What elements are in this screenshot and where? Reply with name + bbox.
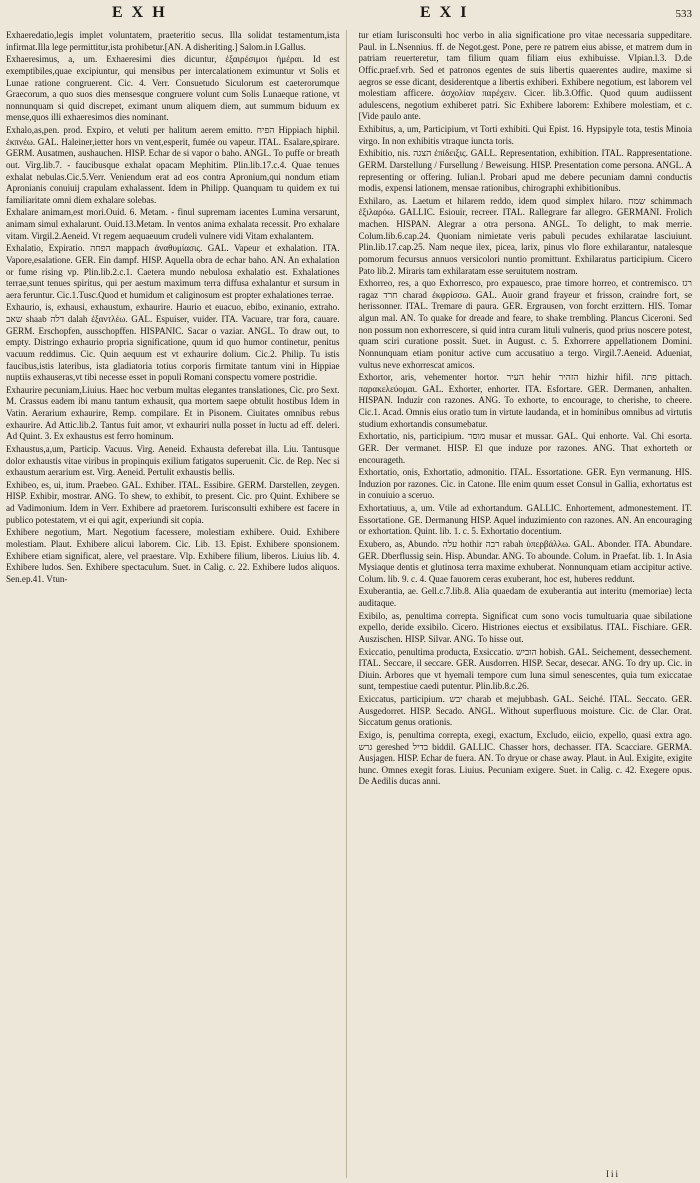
dictionary-entry: Exhaustus,a,um, Particip. Vacuus. Virg. Aeneid. Exhausta deferebat illa. Liu. Tantusque dolor exhaustis vitae viribus in propinquis exilium fatigatos superuenit. Cic. de Rep. Nec si exhaustum aerarium est. Virg. Aeneid. Pertulit exhaustis bellis. — [6, 443, 340, 478]
right-column — [359, 30, 693, 1178]
dictionary-entry: Exhortatio, onis, Exhortatio, admonitio. ITAL. Essortatione. GER. Eyn vermanung. HIS. Induzion por razones. Cic. in Catone. Ille enim quum esset Consul in Gallia, exhortatus est in conuiuio a sceruo. — [358, 467, 692, 501]
dictionary-entry: Exiccatus, participium. יבש charab et mejubbash. GAL. Seiché. ITAL. Seccato. GER. Ausgedorret. HISP. Secado. ANGL. Without superfluous moisture. Cic. de Clar. Orat. Siccatum genus orationis. — [358, 694, 692, 728]
text-columns — [6, 30, 692, 1178]
signature-mark: Iii — [606, 1169, 620, 1179]
dictionary-entry: Exiccatio, penultima producta, Exsiccatio. הוביש hobish. GAL. Seichement, dessechement. ITAL. Seccare, il seccare. GER. Ausdorren. HISP. Secar, desecar. ANG. To dry up. Cic. in Diuin. Arbores que vt hyemali tempore cum luna simul senescentes, quia tum exiccatae sunt, tempestiue caedi putentur. Plin.lib.8.c.26. — [358, 646, 692, 692]
dictionary-entry: Exhorreo, res, a quo Exhorresco, pro expauesco, prae timore horreo, et contremisco. רגז ragaz חרד charad ἐκφρίσσω. GAL. Auoir grand frayeur et frisson, craindre fort, se herissonner. ITAL. Tremare di paura. GER. Ergrausen, von forcht erzittern. HIS. Tomar algun mal. AN. To quake for dreade and feare, to shake trembling. Plancus Ciceroni. Sed non possum non exhorrescere, si quid intra curam lituli vulneris, quod prius noscere potest, quam sciri curatione possit. Suet. in August. c. 5. Exhorrere appellationem Domini. Nonnunquam etiam ponitur active cum accusatiuo a tergo. Virgil.7.Aeneid. Adueniat, vultus neve exhorrescat amicos. — [358, 278, 692, 370]
dictionary-entry: Exhalatio, Expiratio. הפחה mappach ἀναθυμίασις. GAL. Vapeur et exhalation. ITA. Vapore,esalatione. GER. Ein dampf. HISP. Aquella obra de echar baho. AN. An exhalation or fume rising vp. Plin.lib.2.c.1. Caetera mundo nebulosa exhalatio est. Exhalationes terrae,sunt tenues spiritus, qui per aestum maximum terra diffusa exhalantur et sursum in aera feruntur. Cic.1.Tusc.Quod et humidum et caliginosum est propter exhalationes terrae. — [6, 243, 340, 300]
dictionary-entry: Exhibitus, a, um, Participium, vt Torti exhibiti. Qui Epist. 16. Hypsipyle tota, testis Minoia virgo. In non exhibitis vtraque iuncta toris. — [358, 124, 692, 146]
dictionary-entry: Exhortatio, nis, participium. מוסר musar et mussar. GAL. Qui enhorte. Val. Chi esorta. GER. Der vermanet. HISP. El que induze por razones. ANG. That exhorteth or encourageth. — [358, 431, 692, 465]
dictionary-entry: Exhalare animam,est mori.Ouid. 6. Metam. - finul supremam iacentes Lumina versarunt, animam simul exhalarunt. Ouid.13.Metam. In ventos anima exhalata recessit. Pro exhalare vitam. Virgil.2.Aeneid. Vt regem aequaeuum crudeli vulnere vidi Vitam exhalantem. — [6, 207, 340, 241]
dictionary-entry: Exibilo, as, penultima correpta. Significat cum sono vocis tumultuaria quae sibilatione expello, deride exsibilo. Cicero. Histriones eiectus et exsibilatus. ITAL. Fischiare. GER. Auszischen. HISP. Silvar. ANG. To hisse out. — [358, 610, 692, 644]
dictionary-entry: Exhibitio, nis. הצגה ἐπίδειξις. GALL. Representation, exhibition. ITAL. Rappresentatione. GERM. Darstellung / Fursellung / Beweisung. HISP. Presentation come persona. ANGL. A representing or offering. Iulian.l. Probari apud me debere pecuniam damni conductis modis, expensi lationem, mensae rationibus, chirographi exhibitionibus. — [358, 148, 692, 194]
dictionary-entry: Exhilaro, as. Laetum et hilarem reddo, idem quod simplex hilaro. שמח schimmach ἐξιλαρόω. GALLIC. Esiouir, recreer. ITAL. Rallegrare far allegro. GERMANI. Frolich machen. HISPAN. Alegrar a otra persona. ANGL. To delight, to mak merrie. Colum.lib.6.cap.24. Quoniam nimietate veris pabuli pecudes exhilaratae lasciuiunt. Plin.lib.17.cap.25. Nam neque ilex, picea, larix, pinus vlo flore exhilarantur, natalesque pomorum fecursus annuos versicolori nuntio promittunt. Exhilaratus participium. Cicero Pato lib.2. Miraris tam exhilaratam esse seruitutem nostram. — [358, 195, 692, 276]
dictionary-entry: tur etiam Iurisconsulti hoc verbo in alia significatione pro vitae necessaria suppeditare. Paul. in L.Nsennius. ff. de Negot.gest. Pone, pere re patrem eius abisse, et matrem dum in patriam reuerteretur, tam filium quam filiam eius exhibuisse. Vlpian.l.3. D.de Offic.praef.vrb. Sed et patronos egentes de suis libertis quaerentes audire, maxime si aegros se esse dicant, desiderentque a libertis exhiberi. Exhibere negotium, est laborem vel molestiam afficere. ἀσχολίαν παρέχειν. Cicer. lib.3.Offic. Quod quum audiissent adulescens, negotium exhiberet patri. Sic Exhibere laborem: Exhibere molestiam, et c. [Vide paulo ante. — [358, 30, 692, 122]
dictionary-entry: Exhaurire pecuniam,Liuius. Haec hoc verbum multas elegantes translationes, Cic. pro Sext. M. Crassus eadem ibi manu tantum exhausit, qua mortem saepe obtulit hostibus Idem in Vatin. Aerarium exhaurire, Remp. compilare. Et in Pisonem. Ciuitates omnibus rebus exhaurire. Ad Attic.lib.2. Tantus fuit amor, vt exhauriri nulla posset in luctu ad eff. deleri. Ad Quint. 3. Ex exhaustus est ferro hominum. — [6, 384, 340, 442]
dictionary-entry: Exhibeo, es, ui, itum. Praebeo. GAL. Exhiber. ITAL. Essibire. GERM. Darstellen, zeygen. HISP. Exhibir, mostrar. ANG. To shew, to exhibit, to present. Cic. pro Quint. Exhibere se ad Vadimonium. Idem in Verr. Exhibere ad praetorem. Iurisconsulti exhibere est facere in publico potestatem, vt ei qui agit, experiundi sit copia. — [6, 479, 340, 525]
left-guide-word: EXH — [112, 4, 174, 21]
dictionary-entry: Exhalo,as,pen. prod. Expiro, et veluti per halitum aerem emitto. הפיח Hippiach hiphil. ἐκπνέω. GAL. Haleiner,ietter hors vn vent,esperit, fumée ou vapeur. ITAL. Esalare,spirare. GERM. Ausatmen, aushauchen. HISP. Echar de si vapor o baho. ANGL. To puffe or breath out. Virg.lib.7. - faucibusque exhalat opacam Mephitim. Plin.lib.17.c.4. Quae tenues exhalat nebulas.Cic.5.Verr. Veniendum erat ad eos contra Apronium,qui nondum etiam Apronianis conuiuij crapulam exhalassent. Idem in Philipp. Quanquam tu quidem ex tui familiaritate omni diem exhalare solebas. — [6, 125, 340, 205]
dictionary-entry: Exuberantia, ae. Gell.c.7.lib.8. Alia quaedam de exuberantia aut interitu (memoriae) lecta auditaque. — [358, 586, 692, 608]
dictionary-entry: Exhortor, aris, vehementer hortor. העיר hehir הזהיר hizhir hifil. פתה pittach. παρακελεύομαι. GAL. Exhorter, enhorter. ITA. Esfortare. GER. Dermanen, anhalten. HISPAN. Induzir con razones. ANG. To exhorte, to encourage, to cherishe, to cheere. Cic.1. Acad. Omnis eius oratio tum in virtute laudanda, et in hominibus omnibus ad virtutis studium exhortandis consumebatur. — [358, 372, 692, 429]
dictionary-entry: Exhaurio, is, exhausi, exhaustum, exhaurire. Haurio et euacuo, ebibo, exinanio, extraho. שאב shaab דלה dalah ἐξαντλέω. GAL. Espuiser, vuider. ITA. Vacuare, trar fora, cauare. GERM. Erschopfen, ausschopffen. HISPANIC. Sacar o vaziar. ANGL. To draw out, to empty. Distringo exhaurio propria significatione, quum id quo humor continetur, penitus vacuum reddimus. Cic. Quin aequum est vt exhaurire dolium. Cic.2. Philip. Tu istis faucibus,istis lateribus, ista gladiatoria totius corporis firmitate tantum vini in Hippiae nuptiis exhauseras,vt tibi necesse esset in populi Romani conspectu vomere postridie. — [6, 302, 340, 383]
dictionary-entry: Exigo, is, penultima correpta, exegi, exactum, Excludo, eiicio, expello, quasi extra ago. גרש gereshed בדיל biddil. GALLIC. Chasser hors, dechasser. ITA. Scacciare. GERMA. Ausjagen. HISP. Echar de fuera. AN. To dryue or chase away. Plaut. in Aul. Exigite, exigite hunc. Omnes exegit foras. Liuius. Pecuniam exigere. Suet. in Calig. c. 42. Exegere opus. De Aedilis ducas anni. — [358, 729, 692, 787]
page-number: 533 — [675, 8, 692, 20]
dictionary-entry: Exhaeresimus, a, um. Exhaeresimi dies dicuntur, ἐξαιρέσιμοι ἡμέραι. Id est exemptibiles,quae excipiuntur, qui mensibus per intercalationem eximuntur vt Solis et Lunae ratione congruerent. Cic. 4. Verr. Consuetudo Siculorum est caeterorumque Graecorum, a quo suos dies mensesque congruere volunt cum Solis Lunaeque ratione, vt nonnunquam si quid discrepet, eximant unum aliquem diem, aut summum biduum ex mense,quos illi exhaeresimos dies nominant. — [6, 54, 340, 123]
dictionary-entry: Exhaeredatio,legis implet voluntatem, praeteritio secus. Illa solidat testamentum,ista infirmat.Illa lege permittitur,ista prohibetur.[AN. A disheriting.] Salom.in I.Gallus. — [6, 30, 340, 52]
running-header — [0, 4, 700, 26]
dictionary-entry: Exhibere negotium, Mart. Negotium facessere, molestiam exhibere. Ouid. Exhibere molestiam. Plaut. Exhibere alicui laborem. Cic. Lib. 13. Epist. Exhibere sponsionem. Exhibere etiam significat, alere, vel praestare. Vlp. Exhibere filium, liberos. Liuius lib. 4. Exhibere ludos. Sen. Exhibere spectaculum. Suet. in Calig. c. 22. Exhibere ludos aliquos. Sen.ep.41. Vtun- — [6, 527, 340, 584]
right-guide-word: EXI — [420, 4, 476, 21]
left-column — [6, 30, 347, 1178]
dictionary-entry: Exhortatiuus, a, um. Vtile ad exhortandum. GALLIC. Enhortement, admonestement. IT. Essortatione. GE. Dermanung HISP. Aquel induzimiento con razones. AN. An encouraging or exhortation. Quint. lib. 1. c. 5. Exhortatio docentium. — [358, 503, 692, 537]
dictionary-entry: Exubero, as, Abundo. עלה hothir רבה rabah ὑπερβάλλω. GAL. Abonder. ITA. Abundare. GER. Dberflussig sein. Hisp. Abundar. ANG. To abounde. Colum. in Praefat. lib. 1. In Asia Mysiaque dentis et glutinosa terra maxime exhuberat. Nonnunquam etiam accipitur active. Colum. lib. 9. c. 4. Quae fauorem ceras exuberant, hoc est, huberes reddunt. — [358, 538, 692, 584]
